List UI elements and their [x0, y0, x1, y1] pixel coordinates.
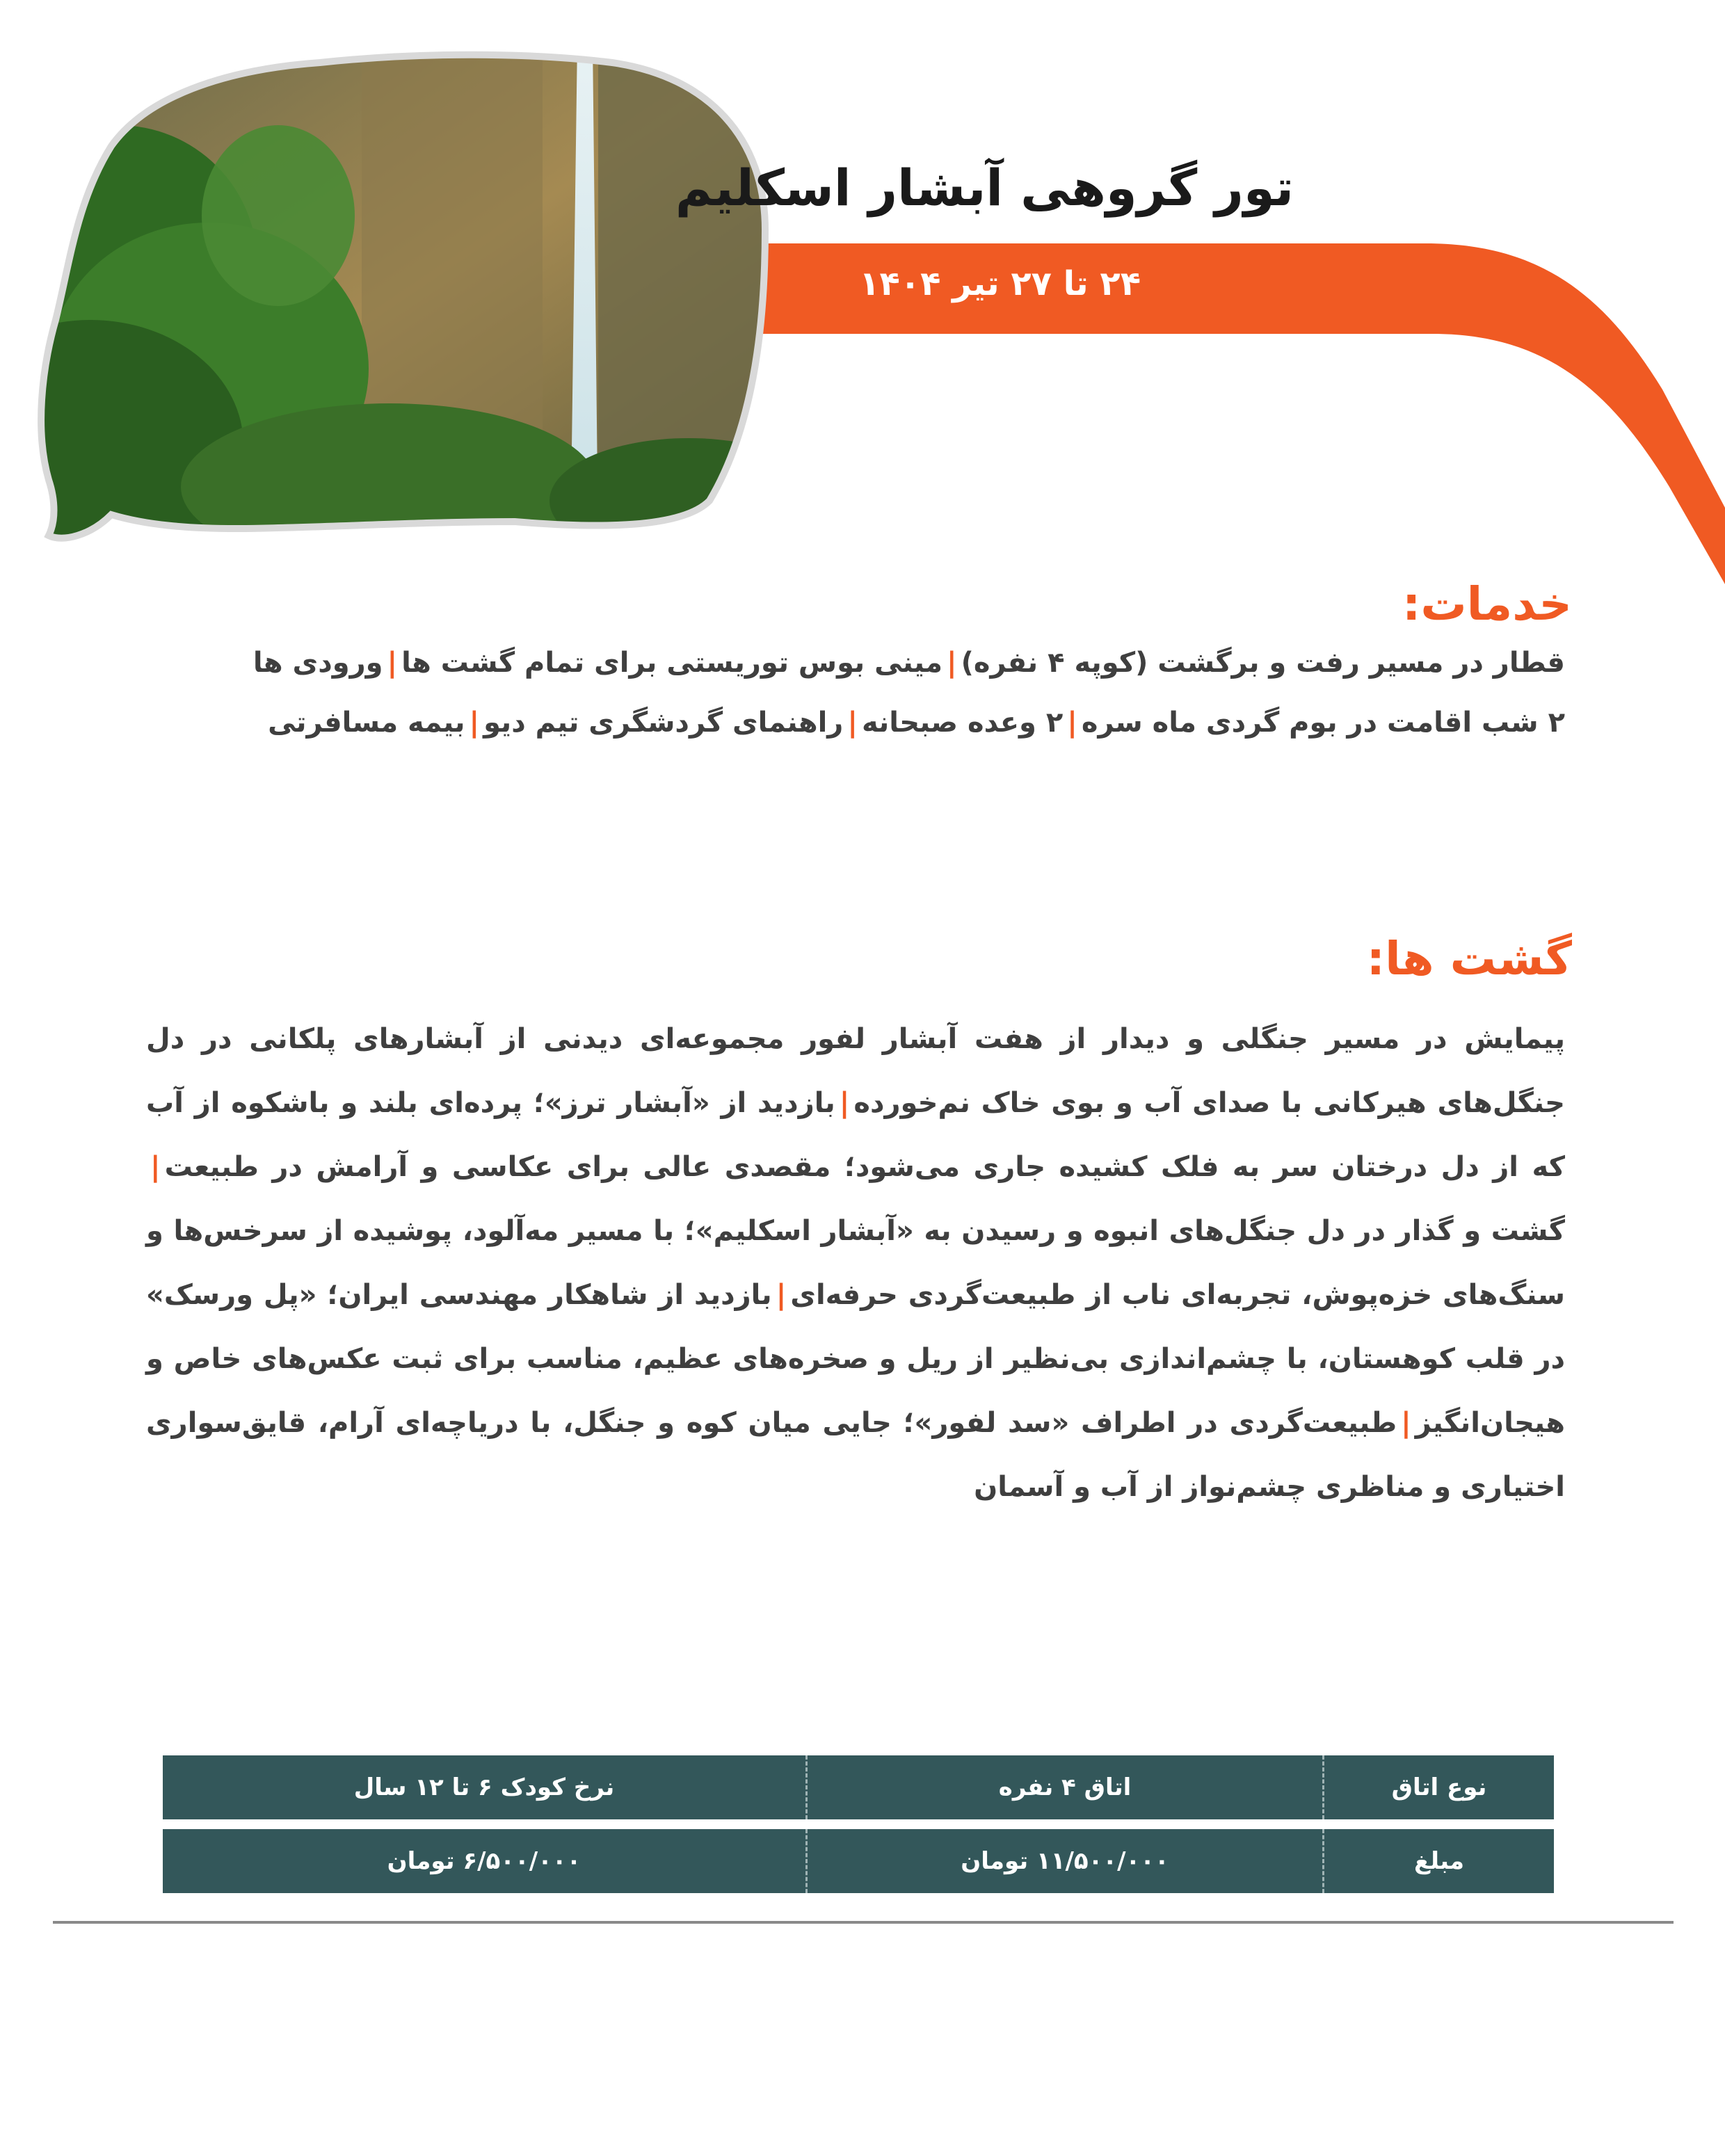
separator: | — [839, 1087, 850, 1119]
separator: | — [150, 1151, 161, 1183]
service-item: بیمه مسافرتی — [268, 707, 465, 739]
service-item: مینی بوس توریستی برای تمام گشت ها — [401, 647, 942, 679]
room-type-label: نوع اتاق — [1324, 1755, 1554, 1819]
tour-item: طبیعت‌گردی در اطراف «سد لفور»؛ جایی میان کوه و جنگل، با دریاچه‌ای آرام، قایق‌سواری اختیاری و مناظری چشم‌نواز از آب و آسمان — [146, 1407, 1565, 1503]
separator: | — [776, 1279, 787, 1311]
separator: | — [469, 707, 480, 739]
table-row — [163, 1829, 1554, 1893]
services-heading: خدمات: — [1402, 577, 1572, 631]
separator: | — [1067, 707, 1077, 739]
service-item: ۲ شب اقامت در بوم گردی ماه سره — [1081, 707, 1565, 739]
separator: | — [1401, 1407, 1411, 1439]
service-item: ۲ وعده صبحانه — [861, 707, 1064, 739]
tour-item: بازدید از «آبشار ترز»؛ پرده‌ای بلند و باشکوه از آب که از دل درختان سر به فلک کشیده جاری می‌شود؛ مقصدی عالی برای عکاسی و آرامش در طبیعت — [146, 1087, 1565, 1183]
price-table — [163, 1746, 1554, 1903]
child-price-value: ۶/۵۰۰/۰۰۰ تومان — [163, 1829, 808, 1893]
child-rate-label: نرخ کودک ۶ تا ۱۲ سال — [163, 1755, 808, 1819]
price-label: مبلغ — [1324, 1829, 1554, 1893]
separator: | — [847, 707, 858, 739]
waterfall-photo — [28, 42, 779, 549]
tour-item: پیمایش در مسیر جنگلی و دیدار از هفت آبشار لفور مجموعه‌ای دیدنی از آبشارهای پلکانی در دل جنگل‌های هیرکانی با صدای آب و بوی خاک نم‌خورده — [146, 1023, 1566, 1119]
bottom-divider — [53, 1921, 1674, 1924]
service-item: قطار در مسیر رفت و برگشت (کوپه ۴ نفره) — [961, 647, 1565, 679]
services-list — [146, 633, 1565, 753]
service-item: ورودی ها — [252, 647, 383, 679]
page-title: تور گروهی آبشار اسکلیم — [675, 159, 1294, 217]
table-row — [163, 1755, 1554, 1819]
tour-dates: ۲۴ تا ۲۷ تیر ۱۴۰۴ — [859, 264, 1141, 303]
room-price-value: ۱۱/۵۰۰/۰۰۰ تومان — [808, 1829, 1324, 1893]
separator: | — [947, 647, 957, 679]
tour-item: گشت و گذار در دل جنگل‌های انبوه و رسیدن به «آبشار اسکلیم»؛ با مسیر مه‌آلود، پوشیده از سرخس‌ها و سنگ‌های خزه‌پوش، تجربه‌ای ناب از طبیعت‌گردی حرفه‌ای — [146, 1215, 1565, 1311]
tours-heading: گشت ها: — [1366, 932, 1572, 986]
service-item: راهنمای گردشگری تیم دیو — [483, 707, 844, 739]
separator: | — [387, 647, 398, 679]
room-type-value: اتاق ۴ نفره — [808, 1755, 1324, 1819]
tour-item: بازدید از شاهکار مهندسی ایران؛ «پل ورسک» در قلب کوهستان، با چشم‌اندازی بی‌نظیر از ریل و صخره‌های عظیم، مناسب برای ثبت عکس‌های خاص و هیجان‌انگیز — [146, 1279, 1565, 1439]
tours-list — [146, 1007, 1565, 1519]
